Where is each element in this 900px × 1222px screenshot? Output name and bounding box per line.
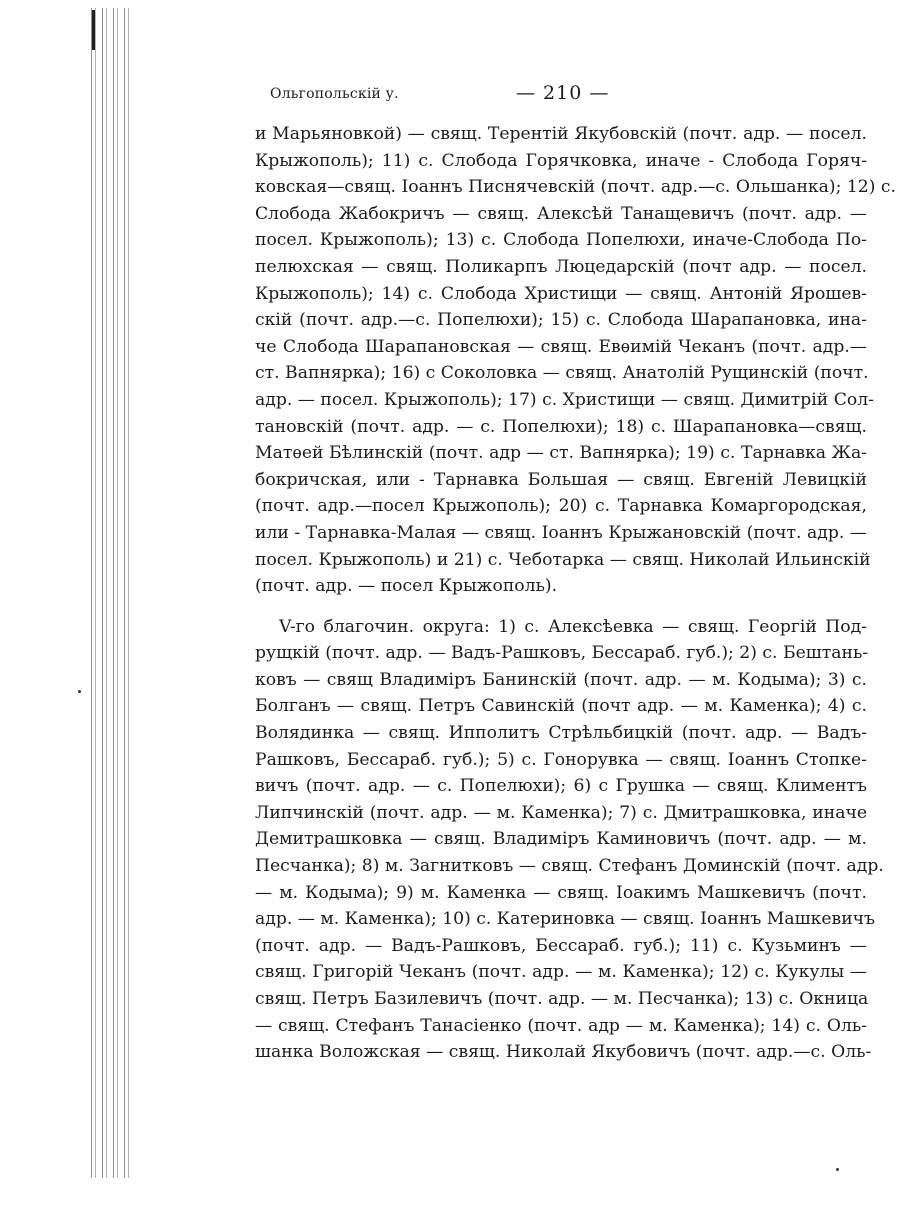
- text-line: Крыжополь); 11) с. Слобода Горячковка, иначе - Слобода Горяч-: [255, 150, 867, 171]
- text-line: Слобода Жабокричъ — свящ. Алексѣй Танащевичъ (почт. адр. —: [255, 203, 867, 224]
- binding-shadow: [92, 10, 95, 50]
- text-line: — м. Кодыма); 9) м. Каменка — свящ. Iоакимъ Машкевичъ (почт.: [255, 882, 867, 903]
- paper-speck: [78, 690, 81, 693]
- text-line: адр. — м. Каменка); 10) с. Катериновка — свящ. Iоаннъ Машкевичъ: [255, 909, 875, 930]
- text-line: пелюхская — свящ. Поликарпъ Люцедарскiй (почт адр. — посел.: [255, 256, 867, 277]
- text-line: Крыжополь); 14) с. Слобода Христищи — свящ. Антонiй Ярошев-: [255, 283, 867, 304]
- running-header: [0, 82, 900, 108]
- text-line: Песчанка); 8) м. Загнитковъ — свящ. Стефанъ Доминскiй (почт. адр.: [255, 856, 884, 877]
- text-line: Болганъ — свящ. Петръ Савинскiй (почт адр. — м. Каменка); 4) с.: [255, 696, 867, 717]
- page-number: — 210 —: [516, 82, 610, 104]
- text-line: свящ. Григорiй Чеканъ (почт. адр. — м. Каменка); 12) с. Кукулы —: [255, 962, 867, 983]
- text-line: рущкiй (почт. адр. — Вадъ-Рашковъ, Бессараб. губ.); 2) с. Бештань-: [255, 643, 869, 664]
- text-line: или - Тарнавка-Малая — свящ. Iоаннъ Крыжановскiй (почт. адр. —: [255, 522, 867, 543]
- book-binding-edge: [88, 8, 130, 1178]
- text-line: посел. Крыжополь); 13) с. Слобода Попелюхи, иначе-Слобода По-: [255, 230, 867, 251]
- text-line: адр. — посел. Крыжополь); 17) с. Христищи — свящ. Димитрiй Сол-: [255, 389, 874, 410]
- text-line: и Марьяновкой) — свящ. Терентiй Якубовскiй (почт. адр. — посел.: [255, 124, 867, 144]
- text-line: Волядинка — свящ. Ипполитъ Стрѣльбицкiй (почт. адр. — Вадъ-: [255, 723, 867, 744]
- text-line: (почт. адр. — посел Крыжополь).: [255, 576, 558, 597]
- text-line: свящ. Петръ Базилевичъ (почт. адр. — м. Песчанка); 13) с. Окница: [255, 989, 869, 1009]
- text-line: вичъ (почт. адр. — с. Попелюхи); 6) с Грушка — свящ. Климентъ: [255, 776, 867, 797]
- paper-speck: [836, 1168, 839, 1171]
- text-line: ковъ — свящ Владимiръ Банинскiй (почт. адр. — м. Кодыма); 3) с.: [255, 669, 867, 690]
- text-line: (почт. адр. — Вадъ-Рашковъ, Бессараб. губ.); 11) с. Кузьминъ —: [255, 935, 867, 956]
- text-line: тановскiй (почт. адр. — с. Попелюхи); 18) с. Шарапановка—свящ.: [255, 416, 867, 437]
- text-line: Липчинскiй (почт. адр. — м. Каменка); 7) с. Дмитрашковка, иначе: [255, 802, 867, 823]
- page-body-text: [255, 121, 896, 1066]
- text-line: ст. Вапнярка); 16) с Соколовка — свящ. Анатолiй Рущинскiй (почт.: [255, 363, 869, 384]
- text-line: (почт. адр.—посел Крыжополь); 20) с. Тарнавка Комаргородская,: [255, 496, 867, 517]
- text-line: Демитрашковка — свящ. Владимiръ Каминовичъ (почт. адр. — м.: [255, 829, 867, 850]
- text-line: Матѳей Бѣлинскiй (почт. адр — ст. Вапнярка); 19) с. Тарнавка Жа-: [255, 443, 867, 464]
- text-line: скiй (почт. адр.—с. Попелюхи); 15) с. Слобода Шарапановка, ина-: [255, 310, 867, 331]
- text-line: ковская—свящ. Iоаннъ Писнячевскiй (почт. адр.—с. Ольшанка); 12) с.: [255, 177, 896, 198]
- paragraph-gap: [255, 600, 867, 614]
- text-line: V-го благочин. округа: 1) с. Алексѣевка — свящ. Георгiй Под-: [279, 616, 867, 637]
- text-line: посел. Крыжополь) и 21) с. Чеботарка — свящ. Николай Ильинскiй: [255, 549, 871, 570]
- text-line: Рашковъ, Бессараб. губ.); 5) с. Гонорувка — свящ. Iоаннъ Стопке-: [255, 749, 867, 770]
- text-line: — свящ. Стефанъ Танасiенко (почт. адр — м. Каменка); 14) с. Оль-: [255, 1015, 867, 1036]
- running-title: Ольгопольскiй у.: [270, 86, 399, 102]
- text-line: бокричская, или - Тарнавка Большая — свящ. Евгенiй Левицкiй: [255, 469, 867, 490]
- text-line: че Слобода Шарапановская — свящ. Евѳимiй Чеканъ (почт. адр.—: [255, 336, 867, 357]
- text-line: шанка Воложская — свящ. Николай Якубовичъ (почт. адр.—с. Оль-: [255, 1042, 872, 1063]
